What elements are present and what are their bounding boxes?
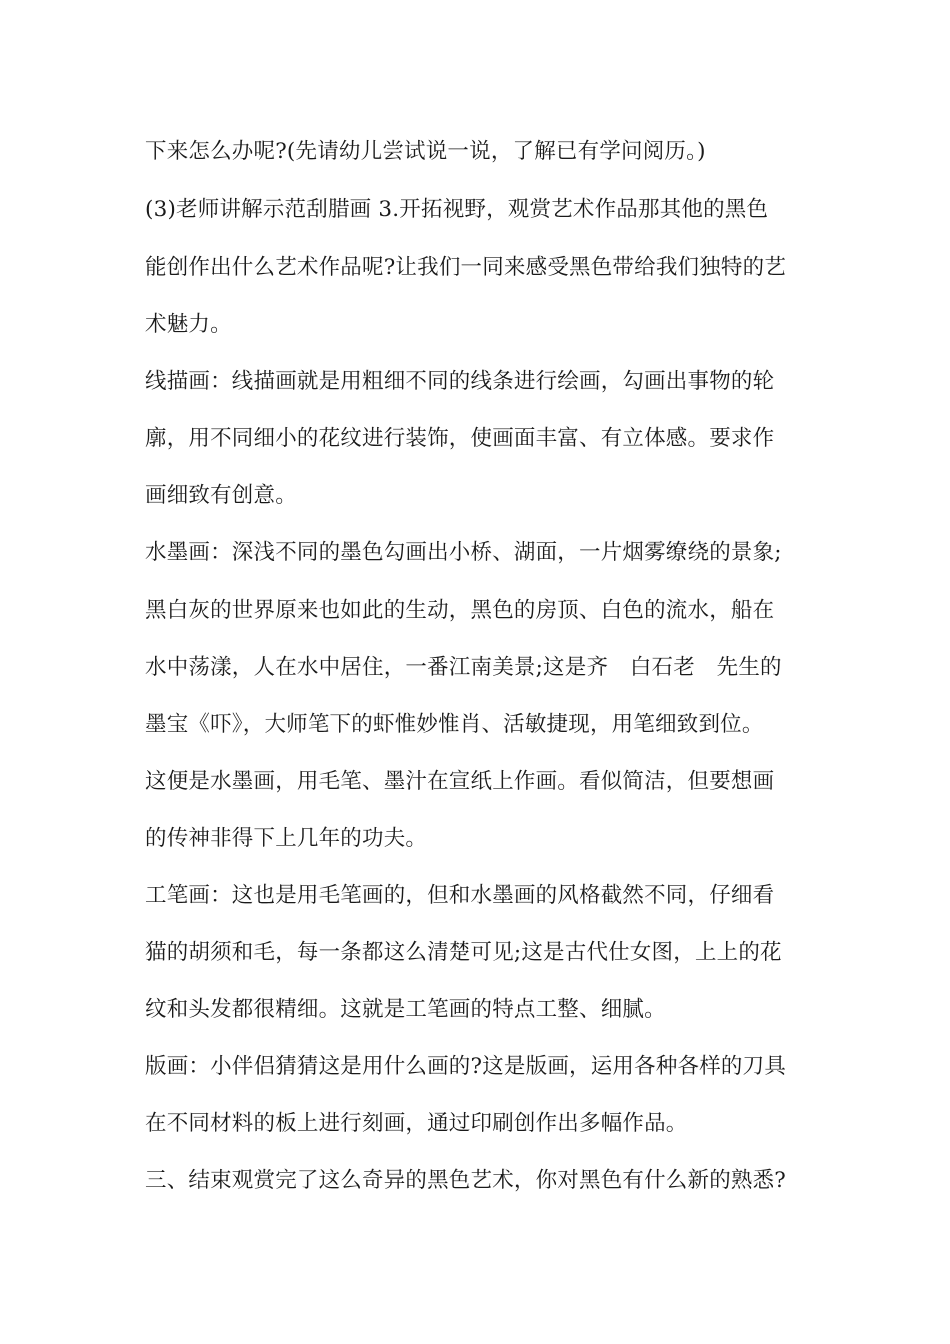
text-line: 水墨画：深浅不同的墨色勾画出小桥、湖面，一片烟雾缭绕的景象; bbox=[145, 540, 782, 565]
text-line: 术魅力。 bbox=[145, 312, 232, 337]
text-line: 线描画：线描画就是用粗细不同的线条进行绘画，勾画出事物的轮 bbox=[145, 369, 775, 394]
text-line: 三、结束观赏完了这么奇异的黑色艺术，你对黑色有什么新的熟悉? bbox=[145, 1168, 787, 1193]
text-line: 在不同材料的板上进行刻画，通过印刷创作出多幅作品。 bbox=[145, 1111, 688, 1136]
text-line: 水中荡漾，人在水中居住，一番江南美景;这是齐 白石老 先生的 bbox=[145, 655, 782, 680]
text-line: 纹和头发都很精细。这就是工笔画的特点工整、细腻。 bbox=[145, 997, 666, 1022]
text-line: 廓，用不同细小的花纹进行装饰，使画面丰富、有立体感。要求作 bbox=[145, 426, 775, 451]
text-line: 画细致有创意。 bbox=[145, 483, 297, 508]
text-line: 这便是水墨画，用毛笔、墨汁在宣纸上作画。看似简洁，但要想画 bbox=[145, 769, 775, 794]
text-line: 工笔画：这也是用毛笔画的，但和水墨画的风格截然不同，仔细看 bbox=[145, 883, 775, 908]
text-line: 黑白灰的世界原来也如此的生动，黑色的房顶、白色的流水，船在 bbox=[145, 598, 775, 623]
text-line: 的传神非得下上几年的功夫。 bbox=[145, 826, 428, 851]
text-line: 下来怎么办呢?(先请幼儿尝试说一说，了解已有学问阅历。) bbox=[145, 139, 706, 164]
text-line: 墨宝《吓》，大师笔下的虾惟妙惟肖、活敏捷现，用笔细致到位。 bbox=[145, 712, 764, 737]
text-line: (3)老师讲解示范刮腊画 3.开拓视野，观赏艺术作品那其他的黑色 bbox=[145, 197, 769, 222]
text-line: 猫的胡须和毛，每一条都这么清楚可见;这是古代仕女图，上上的花 bbox=[145, 940, 782, 965]
text-line: 能创作出什么艺术作品呢?让我们一同来感受黑色带给我们独特的艺 bbox=[145, 255, 787, 280]
text-line: 版画：小伴侣猜猜这是用什么画的?这是版画，运用各种各样的刀具 bbox=[145, 1054, 787, 1079]
